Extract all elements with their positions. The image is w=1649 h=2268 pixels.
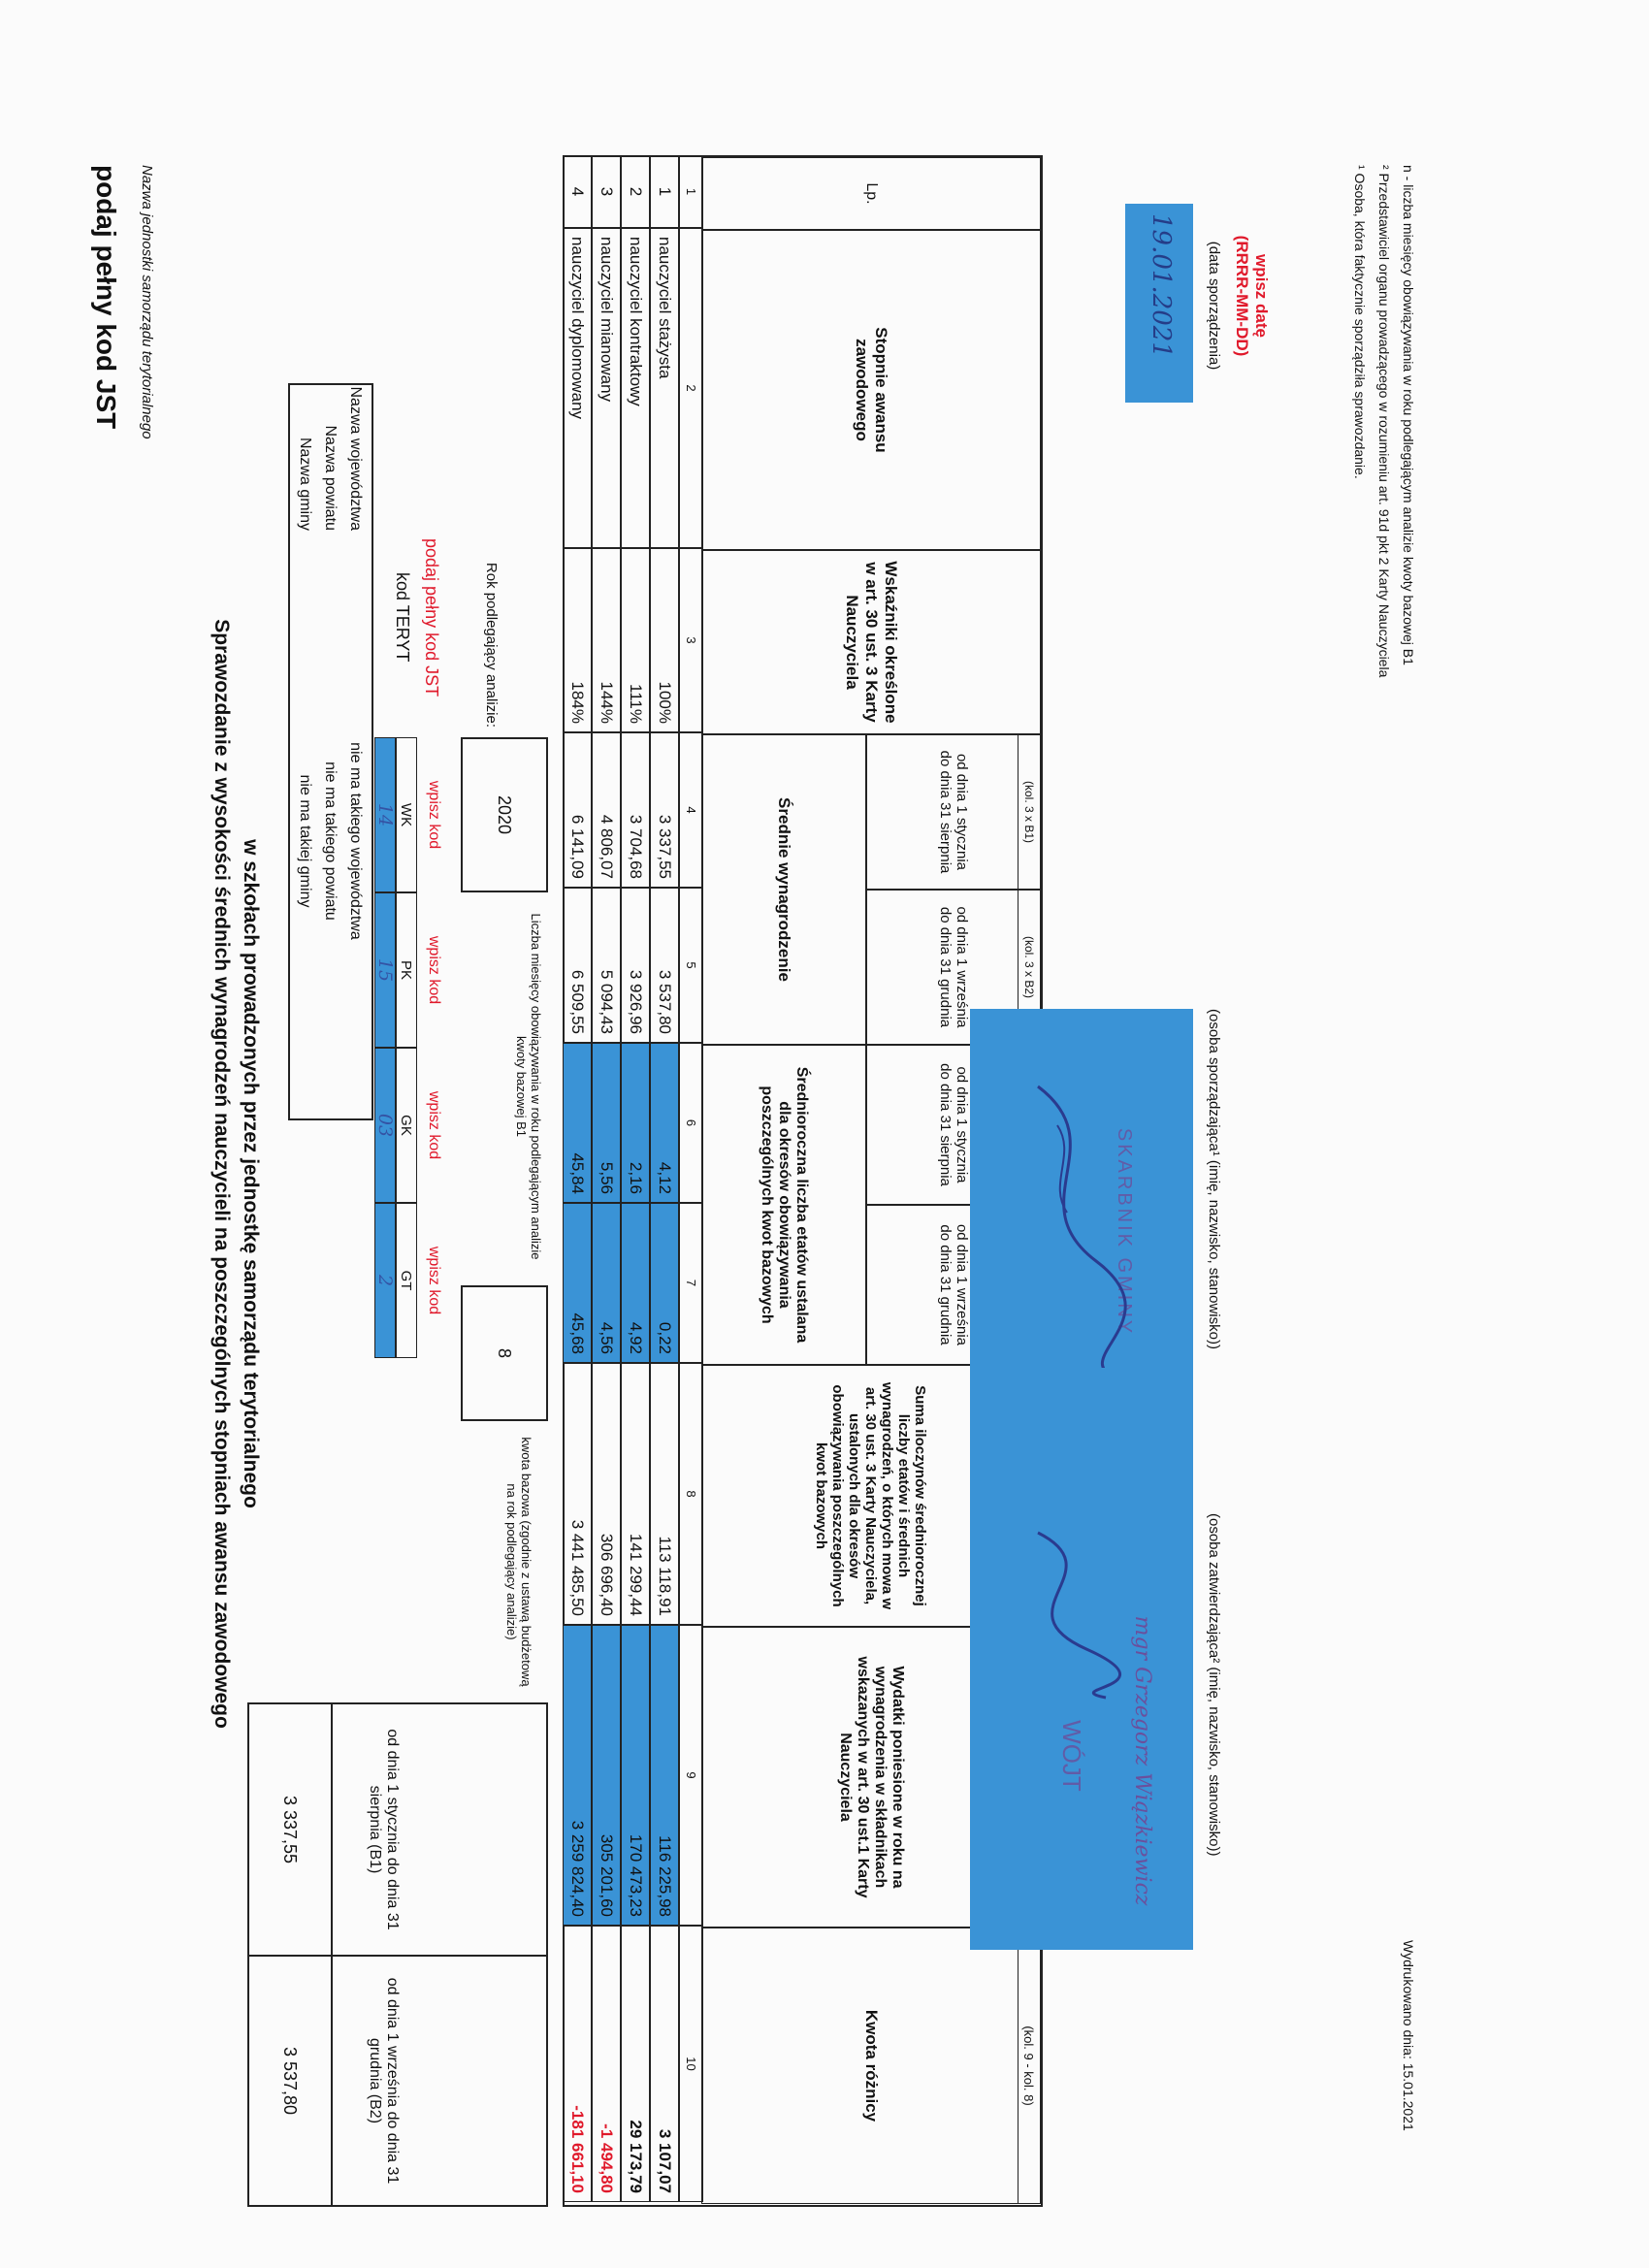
cell-b2: 3 537,80 [650, 888, 679, 1043]
report-title-line2: w szkołach prowadzonych przez jednostkę samorządu terytorialnego [240, 839, 262, 1508]
cell-stopien: nauczyciel kontraktowy [621, 228, 650, 548]
cell-roz: 29 173,79 [621, 1926, 650, 2202]
cell-et1[interactable]: 45,84 [563, 1043, 592, 1203]
column-number: 9 [679, 1625, 703, 1926]
approver-signature-icon [989, 1513, 1135, 1707]
cell-lp: 3 [592, 155, 621, 228]
teryt-wk-head: WK [396, 737, 417, 892]
approver-stamp: WÓJT [1057, 1720, 1086, 1792]
header-srednie-b1: od dnia 1 stycznia do dnia 31 sierpnia [866, 734, 1041, 890]
teryt-pk-head: PK [396, 892, 417, 1048]
column-number: 6 [679, 1043, 703, 1203]
cell-suma: 306 696,40 [592, 1363, 621, 1625]
county-label: Nazwa powiatu [322, 425, 339, 531]
base-amount-label: kwota bazowa (zgodnie z ustawą budżetową na rok podlegający analizie) [504, 1437, 534, 1687]
header-srednie: Średnie wynagrodzenie [701, 734, 866, 1045]
footnote-1: ¹ Osoba, która faktycznie sporządziła sprawozdanie. [1352, 165, 1368, 479]
year-label: Rok podlegający analizie: [483, 562, 500, 728]
footnote-2: ² Przedstawiciel organu prowadzącego w rozumieniu art. 91d pkt 2 Karty Nauczyciela [1376, 165, 1392, 678]
header-stopnie: Stopnie awansu zawodowego [701, 230, 1041, 550]
preparer-signature-icon [999, 1067, 1154, 1397]
cell-et1[interactable]: 2,16 [621, 1043, 650, 1203]
column-number: 8 [679, 1363, 703, 1625]
header-srednie-b2: od dnia 1 września do dnia 31 grudnia [866, 890, 1041, 1045]
b1-value: 3 337,55 [249, 1704, 333, 1957]
teryt-gk-head: GK [396, 1048, 417, 1203]
cell-et1[interactable]: 4,12 [650, 1043, 679, 1203]
cell-b1: 3 704,68 [621, 732, 650, 888]
cell-wsk: 144% [592, 548, 621, 732]
formula-kwota: (kol. 9 - kol. 8) [1018, 1928, 1041, 2204]
header-lp: Lp. [701, 157, 1041, 230]
cell-b2: 6 509,55 [563, 888, 592, 1043]
cell-wyd[interactable]: 116 225,98 [650, 1625, 679, 1926]
header-wydatki: Wydatki poniesione w roku na wynagrodzenia w składnikach wskazanych w art. 30 ust.1 Karty Nauczyciela [701, 1627, 1041, 1928]
table-row [621, 155, 650, 2207]
column-number: 5 [679, 888, 703, 1043]
cell-roz: -181 661,10 [563, 1926, 592, 2202]
teryt-gt-input[interactable]: 2 [374, 1203, 396, 1358]
jst-name-label: Nazwa jednostki samorządu terytorialnego [139, 165, 155, 439]
date-field[interactable] [1125, 204, 1193, 403]
approver-stamp-name: mgr Grzegorz Wiązkiewicz [1130, 1615, 1154, 1906]
column-number-row [679, 155, 703, 2207]
teryt-wk-input[interactable]: 14 [374, 737, 396, 892]
cell-suma: 113 118,91 [650, 1363, 679, 1625]
cell-et2[interactable]: 0,22 [650, 1203, 679, 1363]
cell-stopien: nauczyciel dyplomowany [563, 228, 592, 548]
commune-label: Nazwa gminy [297, 437, 313, 531]
column-number: 1 [679, 155, 703, 228]
column-number: 2 [679, 228, 703, 548]
county-value: nie ma takiego powiatu [322, 761, 339, 921]
formula-srednie-b1: (kol. 3 x B1) [1018, 734, 1041, 890]
cell-lp: 2 [621, 155, 650, 228]
b2-label: od dnia 1 września do dnia 31 grudnia (B2) [367, 1977, 401, 2185]
column-number: 7 [679, 1203, 703, 1363]
teryt-gt-hint: wpisz kod [426, 1246, 442, 1315]
teryt-gk-hint: wpisz kod [426, 1090, 442, 1160]
date-hint: wpisz datę (RRRR-MM-DD) [1233, 235, 1271, 357]
cell-et2[interactable]: 4,56 [592, 1203, 621, 1363]
printed-date: Wydrukowano dnia: 15.01.2021 [1401, 1940, 1416, 2131]
cell-roz: 3 107,07 [650, 1926, 679, 2202]
months-value-box: 8 [461, 1285, 548, 1421]
footnote-3: n - liczba miesięcy obowiązywania w roku podlegającym analizie kwoty bazowej B1 [1401, 165, 1416, 665]
preparer-stamp: SKARBNIK GMINY [1114, 1127, 1135, 1337]
months-label: Liczba miesięcy obowiązywania w roku podlegającym analizie kwoty bazowej B1 [514, 913, 543, 1260]
cell-wsk: 184% [563, 548, 592, 732]
date-value: 19.01.2021 [1147, 213, 1176, 358]
year-value-box: 2020 [461, 737, 548, 892]
cell-suma: 3 441 485,50 [563, 1363, 592, 1625]
cell-wyd[interactable]: 170 473,23 [621, 1625, 650, 1926]
column-number: 4 [679, 732, 703, 888]
column-number: 10 [679, 1926, 703, 2202]
cell-et2[interactable]: 45,68 [563, 1203, 592, 1363]
header-kwota: Kwota różnicy [701, 1928, 1041, 2204]
teryt-code-grid [374, 737, 417, 1358]
formula-srednie-b2: (kol. 3 x B2) [1018, 890, 1041, 1045]
cell-et1[interactable]: 5,56 [592, 1043, 621, 1203]
cell-wyd[interactable]: 305 201,60 [592, 1625, 621, 1926]
column-number: 3 [679, 548, 703, 732]
commune-value: nie ma takiej gminy [297, 774, 313, 908]
cell-suma: 141 299,44 [621, 1363, 650, 1625]
approver-signature-field[interactable] [970, 1368, 1193, 1950]
date-label: (data sporządzenia) [1206, 241, 1222, 371]
cell-stopien: nauczyciel stażysta [650, 228, 679, 548]
voivodeship-value: nie ma takiego województwa [347, 742, 364, 940]
voivodeship-label: Nazwa województwa [347, 386, 364, 531]
b1-label: od dnia 1 stycznia do dnia 31 sierpnia (B1) [333, 1704, 546, 1957]
base-amount-box [247, 1702, 548, 2207]
report-title-line1: Sprawozdanie z wysokości średnich wynagrodzeń nauczycieli na poszczególnych stopniach awansu zawodowego [210, 619, 233, 1729]
header-wskazniki: Wskaźniki określone w art. 30 ust. 3 Karty Nauczyciela [701, 550, 1041, 734]
cell-b1: 4 806,07 [592, 732, 621, 888]
approver-label: (osoba zatwierdzająca² (imię, nazwisko, stanowisko)) [1206, 1513, 1222, 1857]
cell-lp: 4 [563, 155, 592, 228]
header-etaty: Średnioroczna liczba etatów ustalana dla okresów obowiązywania poszczególnych kwot bazowych [701, 1045, 866, 1365]
teryt-pk-input[interactable]: 15 [374, 892, 396, 1048]
cell-wsk: 100% [650, 548, 679, 732]
cell-stopien: nauczyciel mianowany [592, 228, 621, 548]
cell-b2: 3 926,96 [621, 888, 650, 1043]
cell-roz: -1 494,80 [592, 1926, 621, 2202]
cell-et2[interactable]: 4,92 [621, 1203, 650, 1363]
table-row [592, 155, 621, 2207]
header-etaty-b1: od dnia 1 stycznia do dnia 31 sierpnia [866, 1045, 1041, 1205]
header-etaty-b2: od dnia 1 września do dnia 31 grudnia [866, 1205, 1041, 1365]
b2-value: 3 537,80 [249, 1957, 333, 2205]
teryt-prompt: podaj pełny kod JST [422, 538, 441, 697]
cell-lp: 1 [650, 155, 679, 228]
teryt-label: kod TERYT [393, 572, 412, 663]
cell-b1: 3 337,55 [650, 732, 679, 888]
table-row [563, 155, 592, 2207]
cell-b1: 6 141,09 [563, 732, 592, 888]
cell-b2: 5 094,43 [592, 888, 621, 1043]
teryt-wk-hint: wpisz kod [426, 780, 442, 850]
teryt-gt-head: GT [396, 1203, 417, 1358]
teryt-pk-hint: wpisz kod [426, 935, 442, 1005]
admin-names-box [288, 383, 373, 1120]
header-suma: Suma iloczynów średniorocznej liczby etatów i średnich wynagrodzeń, o których mowa w art. 30 ust. 3 Karty Nauczyciela, ustalonych dla okresów obowiązywania poszczególnych kwot bazowych [701, 1365, 1041, 1627]
jst-code-title: podaj pełny kod JST [91, 165, 121, 430]
cell-wsk: 111% [621, 548, 650, 732]
teryt-gk-input[interactable]: 03 [374, 1048, 396, 1203]
preparer-label: (osoba sporządzająca¹ (imię, nazwisko, stanowisko)) [1206, 1009, 1222, 1349]
cell-wyd[interactable]: 3 259 824,40 [563, 1625, 592, 1926]
table-row [650, 155, 679, 2207]
